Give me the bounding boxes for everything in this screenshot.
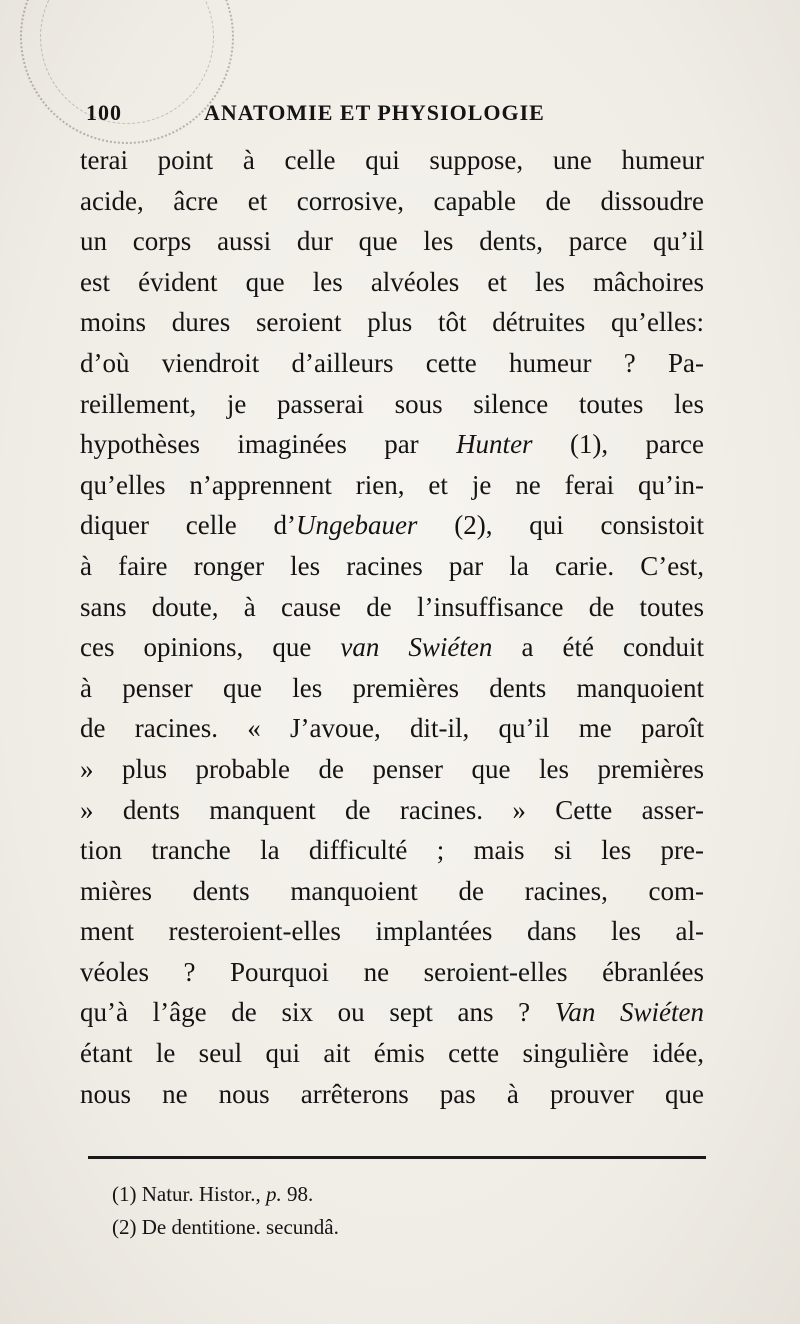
footnote-rule: [88, 1156, 706, 1159]
text-run: d’où viendroit d’ailleurs cette humeur ? Pa-: [80, 347, 704, 378]
text-run: véoles ? Pourquoi ne seroient-elles ébranlées: [80, 956, 704, 987]
text-run: 98.: [281, 1182, 314, 1206]
text-line: [80, 708, 704, 749]
text-run: sans doute, à cause de l’insuffisance de toutes: [80, 591, 704, 622]
text-line: [80, 343, 704, 384]
running-title: ANATOMIE ET PHYSIOLOGIE: [204, 100, 545, 125]
text-line: [80, 262, 704, 303]
text-run: » plus probable de penser que les premières: [80, 753, 704, 784]
text-run: tion tranche la difficulté ; mais si les pre-: [80, 835, 704, 866]
text-run: de racines. « J’avoue, dit-il, qu’il me paroît: [80, 713, 704, 744]
text-line: [80, 830, 704, 871]
text-line: [80, 546, 704, 587]
italic-name: p.: [265, 1182, 282, 1206]
text-line: [80, 140, 704, 181]
text-run: mières dents manquoient de racines, com-: [80, 875, 704, 906]
text-line: [80, 302, 704, 343]
text-line: [80, 952, 704, 993]
text-line: [80, 871, 704, 912]
text-line: [80, 1033, 704, 1074]
page-number: 100: [86, 100, 122, 125]
text-run: » dents manquent de racines. » Cette asser-: [80, 794, 704, 825]
text-line: [80, 749, 704, 790]
text-line: [80, 384, 704, 425]
italic-name: van Swiéten: [340, 632, 493, 663]
text-run: a été conduit: [492, 632, 704, 663]
text-line: [80, 911, 704, 952]
text-line: [80, 181, 704, 222]
text-run: nous ne nous arrêterons pas à prouver que: [80, 1078, 704, 1109]
text-line: [80, 1074, 704, 1115]
text-line: [80, 505, 704, 546]
italic-name: Van Swiéten: [554, 997, 704, 1028]
text-run: diquer celle d’: [80, 510, 296, 541]
footnote: [112, 1178, 672, 1211]
text-run: étant le seul qui ait émis cette singulière idée,: [80, 1038, 704, 1069]
text-line: [80, 668, 704, 709]
text-run: terai point à celle qui suppose, une humeur: [80, 145, 704, 175]
text-line: [80, 424, 704, 465]
text-line: [80, 790, 704, 831]
italic-name: Ungebauer: [295, 510, 418, 541]
text-run: qu’à l’âge de six ou sept ans ?: [80, 997, 555, 1028]
text-run: un corps aussi dur que les dents, parce qu’il: [80, 226, 704, 257]
text-run: ment resteroient-elles implantées dans les al-: [80, 916, 704, 947]
text-run: est évident que les alvéoles et les mâchoires: [80, 266, 704, 297]
text-line: [80, 465, 704, 506]
text-run: qu’elles n’apprennent rien, et je ne ferai qu’in-: [80, 469, 704, 500]
footnotes: [112, 1178, 672, 1244]
text-run: (2) De dentitione. secundâ.: [112, 1215, 339, 1239]
text-run: (2), qui consistoit: [417, 510, 704, 541]
footnote: [112, 1211, 672, 1244]
text-run: acide, âcre et corrosive, capable de dissoudre: [80, 185, 704, 216]
text-run: reillement, je passerai sous silence toutes les: [80, 388, 704, 419]
text-run: (1) Natur. Histor.,: [112, 1182, 266, 1206]
text-run: moins dures seroient plus tôt détruites qu’elles:: [80, 307, 704, 338]
text-run: hypothèses imaginées par: [80, 429, 457, 460]
body-text: [80, 140, 704, 1114]
text-run: à penser que les premières dents manquoient: [80, 672, 704, 703]
text-run: ces opinions, que: [80, 632, 341, 663]
italic-name: Hunter: [456, 429, 533, 460]
text-line: [80, 627, 704, 668]
text-line: [80, 992, 704, 1033]
text-line: [80, 221, 704, 262]
text-run: à faire ronger les racines par la carie. C’est,: [80, 550, 704, 581]
library-stamp: [20, 0, 234, 144]
text-line: [80, 587, 704, 628]
text-run: (1), parce: [532, 429, 704, 460]
